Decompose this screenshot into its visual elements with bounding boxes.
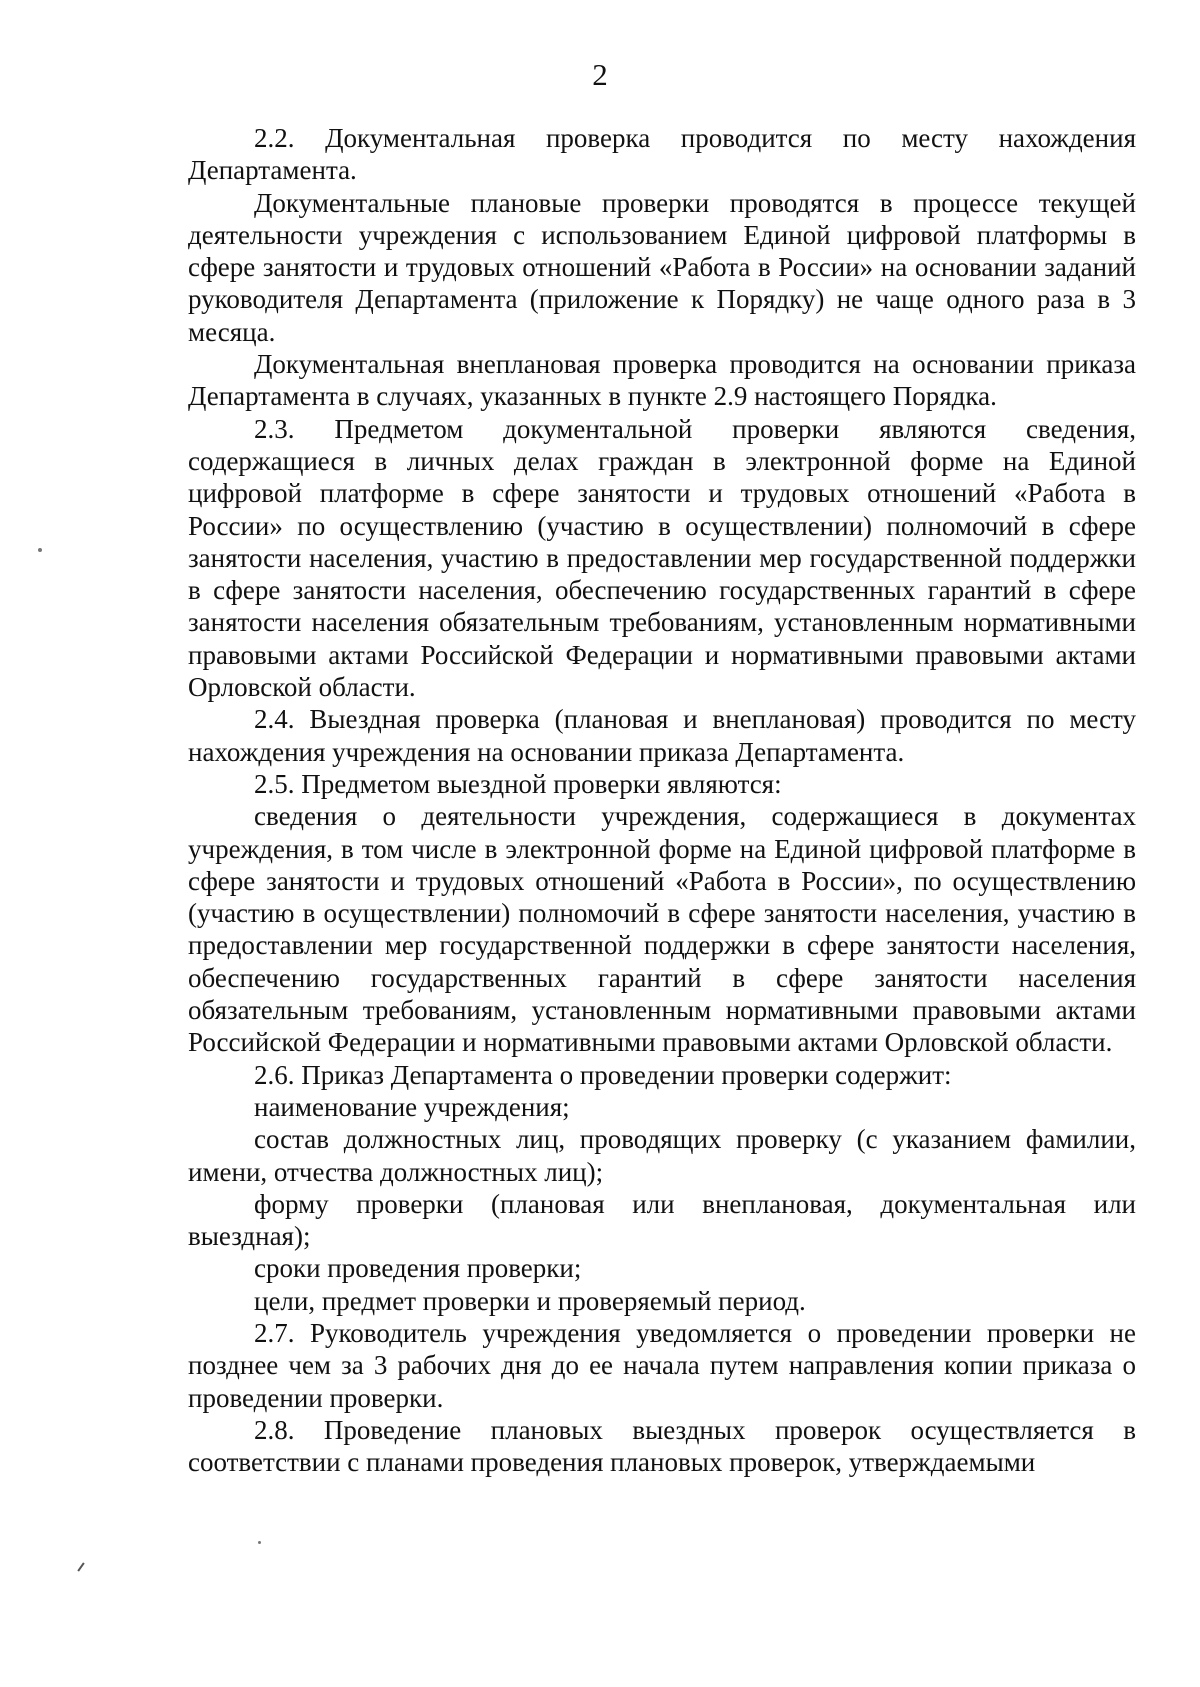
paragraph-documentary-unplanned: Документальная внеплановая проверка проводится на основании приказа Департамента в случаях, указанных в пункте 2.9 настоящего Порядка.: [188, 349, 1136, 412]
document-body: [188, 122, 1136, 1478]
scan-speck: [258, 1541, 261, 1544]
order-item-goals: цели, предмет проверки и проверяемый период.: [254, 1285, 806, 1316]
order-item-dates: сроки проведения проверки;: [254, 1253, 582, 1284]
order-item-form: форму проверки (плановая или внеплановая, документальная или выездная);: [188, 1188, 1136, 1252]
paragraph-2-6: 2.6. Приказ Департамента о проведении проверки содержит:: [254, 1059, 952, 1090]
paragraph-2-5: 2.5. Предметом выездной проверки являются:: [254, 768, 782, 799]
scan-stroke: [77, 1562, 84, 1571]
paragraph-2-8: 2.8. Проведение плановых выездных проверок осуществляется в соответствии с планами проведения плановых проверок, утверждаемыми: [188, 1414, 1136, 1478]
paragraph-2-4: 2.4. Выездная проверка (плановая и внеплановая) проводится по месту нахождения учреждения на основании приказа Департамента.: [188, 704, 1136, 767]
paragraph-2-7: 2.7. Руководитель учреждения уведомляется о проведении проверки не позднее чем за 3 рабочих дня до ее начала путем направления копии приказа о проведении проверки.: [188, 1317, 1136, 1413]
paragraph-2-2: 2.2. Документальная проверка проводится по месту нахождения Департамента.: [188, 123, 1136, 186]
paragraph-2-3: 2.3. Предметом документальной проверки являются сведения, содержащиеся в личных делах граждан в электронной форме на Единой цифровой платформе в сфере занятости и трудовых отношений «Работа в России» по осуществлению (участию в осуществлении) полномочий в сфере занятости населения, участию в предоставлении мер государственной поддержки в сфере занятости населения, обеспечению государственных гарантий в сфере занятости населения обязательным требованиям, установленным нормативными правовыми актами Российской Федерации и нормативными правовыми актами Орловской области.: [188, 413, 1136, 703]
scan-speck: [38, 548, 42, 552]
page-number: 2: [592, 57, 608, 92]
paragraph-onsite-subject: сведения о деятельности учреждения, содержащиеся в документах учреждения, в том числе в электронной форме на Единой цифровой платформе в сфере занятости и трудовых отношений «Работа в России», по осуществлению (участию в осуществлении) полномочий в сфере занятости населения, участию в предоставлении мер государственной поддержки в сфере занятости населения, обеспечению государственных гарантий в сфере занятости населения обязательным требованиям, установленным нормативными правовыми актами Российской Федерации и нормативными правовыми актами Орловской области.: [188, 801, 1136, 1058]
order-item-inspectors: состав должностных лиц, проводящих проверку (с указанием фамилии, имени, отчества должностных лиц);: [188, 1124, 1136, 1187]
order-item-institution-name: наименование учреждения;: [254, 1091, 570, 1122]
paragraph-documentary-planned: Документальные плановые проверки проводятся в процессе текущей деятельности учреждения с использованием Единой цифровой платформы в сфере занятости и трудовых отношений «Работа в России» на основании заданий руководителя Департамента (приложение к Порядку) не чаще одного раза в 3 месяца.: [188, 187, 1136, 347]
